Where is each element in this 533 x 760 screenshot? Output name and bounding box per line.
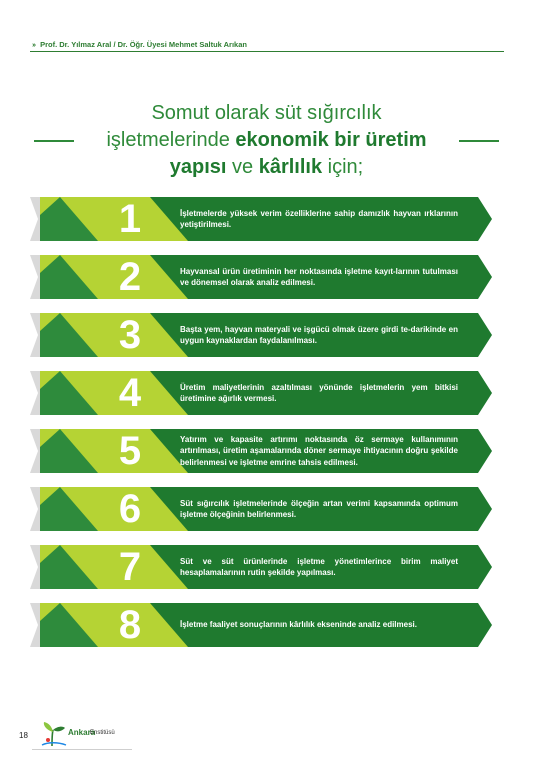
banner-text: İşletmelerde yüksek verim özelliklerine sahip damızlık hayvan ırklarının yetiştirilmesi. [180,208,458,229]
chevron-icon: ›› [32,40,35,49]
banner-item [0,367,533,419]
banner-text: İşletme faaliyet sonuçlarının kârlılık ekseninde analiz edilmesi. [180,620,417,630]
footer-divider [32,749,132,750]
banner-text-box [180,193,458,245]
page-number: 18 [19,731,28,740]
banner-item [0,483,533,535]
banner-item [0,309,533,361]
banner-number: 1 [118,197,142,241]
banner-text-box [180,309,458,361]
banner-item [0,193,533,245]
banner-number: 8 [118,603,142,647]
banner-text-box [180,367,458,419]
title-line-3-normal-1: ve [226,156,259,178]
banner-text: Süt sığırcılık işletmelerinde ölçeğin artan verimi kapsamında optimum işletme ölçeğinin belirlenmesi. [180,498,458,519]
banner-text-box [180,251,458,303]
banner-text: Üretim maliyetlerinin azaltılması yönünde işletmelerin yem bitkisi üretimine ağırlık vermesi. [180,382,458,403]
logo-subtext: Enstitüsü [90,730,115,736]
banner-number: 6 [118,487,142,531]
banner-number: 5 [118,429,142,473]
authors-text: Prof. Dr. Yılmaz Aral / Dr. Öğr. Üyesi Mehmet Saltuk Arıkan [40,40,247,49]
sprout-logo-icon [38,718,68,748]
banner-text-box [180,541,458,593]
title-line-1-text: Somut olarak süt sığırcılık [151,102,382,124]
title-line-3-bold-1: yapısı [169,156,227,178]
title-line-3-normal-2: için; [322,156,364,178]
banner-text: Hayvansal ürün üretiminin her noktasında işletme kayıt-larının tutulması ve dönemsel olarak analiz edilmesi. [180,266,458,287]
banner-item [0,251,533,303]
institute-logo [38,718,128,748]
banner-text-box [180,599,458,651]
banner-text-box [180,483,458,535]
banner-number: 3 [118,313,142,357]
banner-number: 4 [118,371,142,415]
banner-item [0,541,533,593]
title-line-2-bold: ekonomik bir üretim [235,129,427,151]
banner-item [0,599,533,651]
banner-number: 7 [118,545,142,589]
title-line-3-bold-2: kârlılık [258,156,323,178]
banner-text: Süt ve süt ürünlerinde işletme yönetimlerince birim maliyet hesaplamalarının rutin şekilde yapılması. [180,556,458,577]
banner-text: Yatırım ve kapasite artırımı noktasında öz sermaye kullanımının artırılması, üretim aşamalarında döner sermaye ihtiyacının doğru şekilde belirlenmesi ve işletme emrine tahsis edilmesi. [180,434,458,467]
banner-text: Başta yem, hayvan materyali ve işgücü olmak üzere girdi te-darikinde en uygun kaynaklardan faydalanılması. [180,324,458,345]
banner-number: 2 [118,255,142,299]
logo-text: Ankara [68,728,96,737]
banner-text-box [180,425,458,477]
banner-item [0,425,533,477]
title-line-2-normal: işletmelerinde [106,129,236,151]
